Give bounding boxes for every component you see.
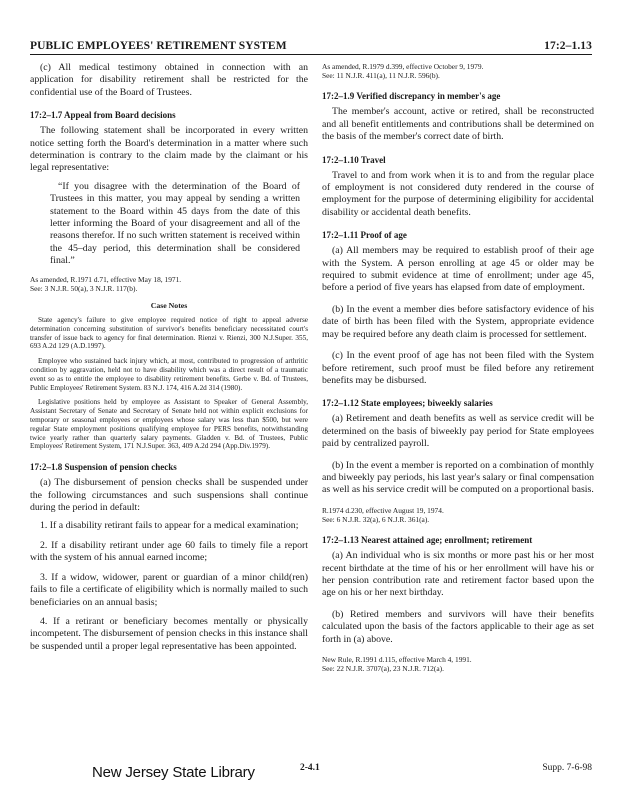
source-note-1-7: [30, 275, 308, 293]
paragraph-1-7: The following statement shall be incorporated in every written notice setting forth the Board's determination in a matter where such determination is contrary to the claim made by the claimant or his legal representative:: [30, 125, 308, 174]
source-line: See: 3 N.J.R. 50(a), 3 N.J.R. 117(b).: [30, 283, 138, 293]
paragraph-1-13a: (a) An individual who is six months or more past his or her most recent birthdate at the time of his or her enrollment will have his or her pension contribution rate and retirement factor based upon the age on his or her next birthday.: [322, 550, 594, 599]
source-note-1-8: [322, 62, 594, 80]
case-note: State agency's failure to give employee required notice of right to appeal adverse determination concerning substitution of survivor's benefits beneficiary necessitated court's transfer of issue back to agency for final determination. Rienzi v. Rienzi, 300 N.J.Super. 355, 693 A.2d 129 (A.D.1997).: [30, 316, 308, 351]
section-heading-1-11: 17:2–1.11 Proof of age: [322, 230, 407, 241]
right-column: [322, 62, 594, 679]
source-line: As amended, R.1971 d.71, effective May 18, 1971.: [30, 274, 182, 284]
paragraph-1-13b: (b) Retired members and survivors will have their benefits calculated upon the basis of the factors applicable to their age as set forth in (a) above.: [322, 608, 594, 645]
source-note-1-12: [322, 506, 594, 524]
list-item: 2. If a disability retirant under age 60 fails to timely file a report with the system of his annual earned income;: [30, 539, 308, 564]
paragraph-1-11c: (c) In the event proof of age has not been filed with the System before retirement, such proof must be filed before any retirement benefits may be disbursed.: [322, 350, 594, 386]
paragraph-1-6c: (c) All medical testimony obtained in connection with an application for disability retirement shall be restricted for the confidential use of the Board of Trustees.: [30, 62, 308, 98]
list-item: 3. If a widow, widower, parent or guardian of a minor child(ren) fails to file a certificate of eligibility which is normally mailed to such beneficiaries on an annual basis;: [30, 571, 308, 608]
source-line: See: 22 N.J.R. 3707(a), 23 N.J.R. 712(a).: [322, 664, 444, 674]
section-heading-1-8: 17:2–1.8 Suspension of pension checks: [30, 462, 177, 473]
section-heading-1-13: 17:2–1.13 Nearest attained age; enrollment; retirement: [322, 535, 533, 546]
source-line: R.1974 d.230, effective August 19, 1974.: [322, 505, 444, 515]
source-note-1-13: [322, 655, 594, 673]
running-header: [30, 36, 592, 52]
header-section-number: 17:2–1.13: [544, 40, 592, 52]
left-column: [30, 62, 308, 660]
appeal-quote: “If you disagree with the determination of the Board of Trustees in this matter, you may appeal by sending a written statement to the Board within 45 days from the date of this letter informing the Board of your disagreement and all of the reasons therefor. If no such written statement is received within the 45–day period, this determination shall be considered final.”: [50, 180, 300, 267]
source-line: See: 6 N.J.R. 32(a), 6 N.J.R. 361(a).: [322, 514, 430, 524]
paragraph-1-11b: (b) In the event a member dies before satisfactory evidence of his date of birth has been filed with the System, appropriate evidence may be required before any death claim is processed for settlement.: [322, 303, 594, 340]
header-title: PUBLIC EMPLOYEES' RETIREMENT SYSTEM: [30, 40, 287, 52]
section-heading-1-7: 17:2–1.7 Appeal from Board decisions: [30, 110, 176, 121]
paragraph-1-11a: (a) All members may be required to establish proof of their age with the System. A person enrolling at age 45 or older may be required to submit evidence at time of enrollment; under age 45, before a period of five years has elapsed from date of employment.: [322, 245, 594, 294]
page-number: 2-4.1: [300, 763, 320, 773]
supplement-date: Supp. 7-6-98: [542, 763, 592, 773]
section-heading-1-9: 17:2–1.9 Verified discrepancy in member's age: [322, 91, 501, 102]
paragraph-1-9: The member's account, active or retired, shall be reconstructed and all benefit entitlements and contributions shall be determined on the basis of the member's correct date of birth.: [322, 106, 594, 143]
paragraph-1-12a: (a) Retirement and death benefits as well as service credit will be determined on the basis of biweekly pay period for State employees paid by centralized payroll.: [322, 413, 594, 450]
header-rule: [30, 54, 592, 55]
case-note: Legislative positions held by employee as Assistant to Speaker of General Assembly, Assistant Secretary of Senate and Secretary of Senate held not within explicit exclusions for temporary or seasonal employees or employees whose salary was less than $500, but were regular State employment positions qualifying employee for PERS benefits, notwithstanding twice yearly rather than quarterly salary payments. Gladden v. Bd. of Trustees, Public Employees' Retirement System, 171 N.J.Super. 363, 409 A.2d 294 (App.Div.1979).: [30, 398, 308, 451]
list-item: 4. If a retirant or beneficiary becomes mentally or physically incompetent. The disbursement of pension checks in this instance shall be suspended until a proper legal representative has been appointed.: [30, 615, 308, 652]
paragraph-1-12b: (b) In the event a member is reported on a combination of monthly and biweekly pay periods, his last year's salary or final compensation as well as his service credit will be computed on a proportional basis.: [322, 459, 594, 496]
case-notes-title: Case Notes: [150, 301, 188, 311]
source-line: As amended, R.1979 d.399, effective October 9, 1979.: [322, 62, 484, 71]
section-heading-1-12: 17:2–1.12 State employees; biweekly salaries: [322, 398, 493, 409]
source-line: New Rule, R.1991 d.115, effective March 4, 1991.: [322, 655, 472, 664]
library-watermark: New Jersey State Library: [92, 764, 255, 781]
source-line: See: 11 N.J.R. 411(a), 11 N.J.R. 596(b).: [322, 71, 440, 81]
paragraph-1-10: Travel to and from work when it is to and from the regular place of employment is not considered duty rendered in the course of employment for the purpose of determining eligibility for accidental disability or accidental death benefits.: [322, 169, 594, 218]
paragraph-1-8a: (a) The disbursement of pension checks shall be suspended under the following circumstances and such suspensions shall continue during the period in default:: [30, 477, 308, 514]
list-item: 1. If a disability retirant fails to appear for a medical examination;: [40, 520, 299, 532]
case-note: Employee who sustained back injury which, at most, contributed to progression of arthritic condition by aggravation, held not to have disability which was a direct result of a traumatic event so as to entitle the employee to disability retirement benefits. Gerbe v. Bd. of Trustees, Public Employees' Retirement System. 83 N.J. 174, 416 A.2d 314 (1980).: [30, 357, 308, 392]
section-heading-1-10: 17:2–1.10 Travel: [322, 154, 386, 165]
